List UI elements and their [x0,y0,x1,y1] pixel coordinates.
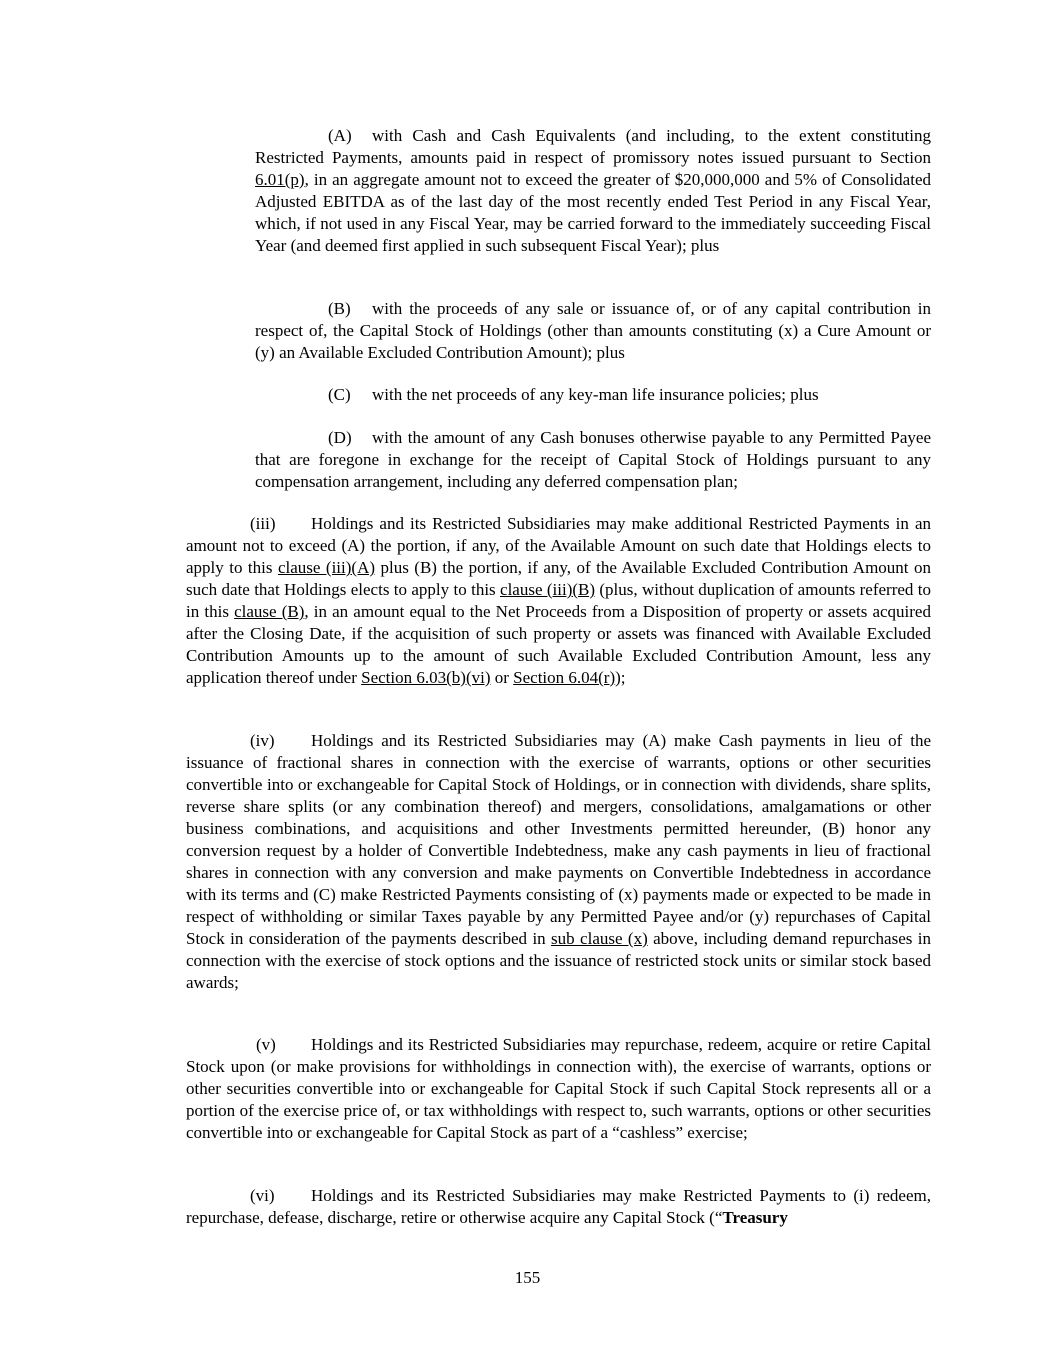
paragraph-label: (iv) [250,731,275,750]
paragraph-d: (D) with the amount of any Cash bonuses otherwise payable to any Permitted Payee that are foregone in exchange for the receipt of Capital Stock of Holdings pursuant to any compensation arrangement, including any deferred compensation plan; [255,428,931,491]
cross-reference: clause (B) [234,602,305,621]
paragraph-iii: (iii) Holdings and its Restricted Subsidiaries may make additional Restricted Payments in an amount not to exceed (A) the portion, if any, of the Available Amount on such date that Holdings elects to apply to this clause (iii)(A) plus (B) the portion, if any, of the Available Excluded Contribution Amount on such date that Holdings elects to apply to this clause (iii)(B) (plus, without duplication of amounts referred to in this clause (B), in an amount equal to the Net Proceeds from a Disposition of property or assets acquired after the Closing Date, if the acquisition of such property or assets was financed with Available Excluded Contribution Amounts up to the amount of such Available Excluded Contribution Amount, less any application thereof under Section 6.03(b)(vi) or Section 6.04(r)); [186,514,932,687]
paragraph-iv: (iv) Holdings and its Restricted Subsidiaries may (A) make Cash payments in lieu of the issuance of fractional shares in connection with the exercise of warrants, options or other securities convertible into or exchangeable for Capital Stock of Holdings, or in connection with dividends, share splits, reverse share splits (or any combination thereof) and mergers, consolidations, amalgamations or other business combinations, and acquisitions and other Investments permitted hereunder, (B) honor any conversion request by a holder of Convertible Indebtedness, make any cash payments in lieu of fractional shares in connection with any conversion and make payments on Convertible Indebtedness in accordance with its terms and (C) make Restricted Payments consisting of (x) payments made or expected to be made in respect of withholding or similar Taxes payable by any Permitted Payee and/or (y) repurchases of Capital Stock in consideration of the payments described in sub clause (x) above, including demand repurchases in connection with the exercise of stock options and the issuance of restricted stock units or similar stock based awards; [186,731,931,992]
paragraph-label: (B) [328,299,351,318]
cross-reference: Section 6.04(r) [513,668,616,687]
paragraph-c: (C) with the net proceeds of any key-man life insurance policies; plus [328,385,819,404]
paragraph-b: (B) with the proceeds of any sale or issuance of, or of any capital contribution in respect of, the Capital Stock of Holdings (other than amounts constituting (x) a Cure Amount or (y) an Available Excluded Contribution Amount); plus [255,299,931,362]
paragraph-a: (A) with Cash and Cash Equivalents (and including, to the extent constituting Restricted Payments, amounts paid in respect of promissory notes issued pursuant to Section 6.01(p), in an aggregate amount not to exceed the greater of $20,000,000 and 5% of Consolidated Adjusted EBITDA as of the last day of the most recently ended Test Period in any Fiscal Year, which, if not used in any Fiscal Year, may be carried forward to the immediately succeeding Fiscal Year (and deemed first applied in such subsequent Fiscal Year); plus [255,126,931,255]
cross-reference: clause (iii)(A) [277,558,376,577]
paragraph-label: (A) [328,126,352,145]
cross-reference: clause (iii)(B) [500,580,596,599]
paragraph-label: (v) [256,1035,276,1054]
paragraph-v: (v) Holdings and its Restricted Subsidiaries may repurchase, redeem, acquire or retire Capital Stock upon (or make provisions for withholdings in connection with), the exercise of warrants, options or other securities convertible into or exchangeable for Capital Stock if such Capital Stock represents all or a portion of the exercise price of, or tax withholdings with respect to, such warrants, options or other securities convertible into or exchangeable for Capital Stock as part of a “cashless” exercise; [186,1035,931,1142]
paragraph-label: (D) [328,428,352,447]
paragraph-vi: (vi) Holdings and its Restricted Subsidiaries may make Restricted Payments to (i) redeem, repurchase, defease, discharge, retire or otherwise acquire any Capital Stock (“Treasury [186,1186,931,1227]
page-number: 155 [514,1268,541,1287]
defined-term: Treasury [722,1208,788,1227]
paragraph-label: (vi) [250,1186,275,1205]
paragraph-label: (iii) [250,514,276,533]
paragraph-label: (C) [328,385,351,404]
cross-reference: Section 6.03(b)(vi) [361,668,491,687]
cross-reference: 6.01(p) [255,170,305,189]
cross-reference: sub clause (x) [551,929,648,948]
